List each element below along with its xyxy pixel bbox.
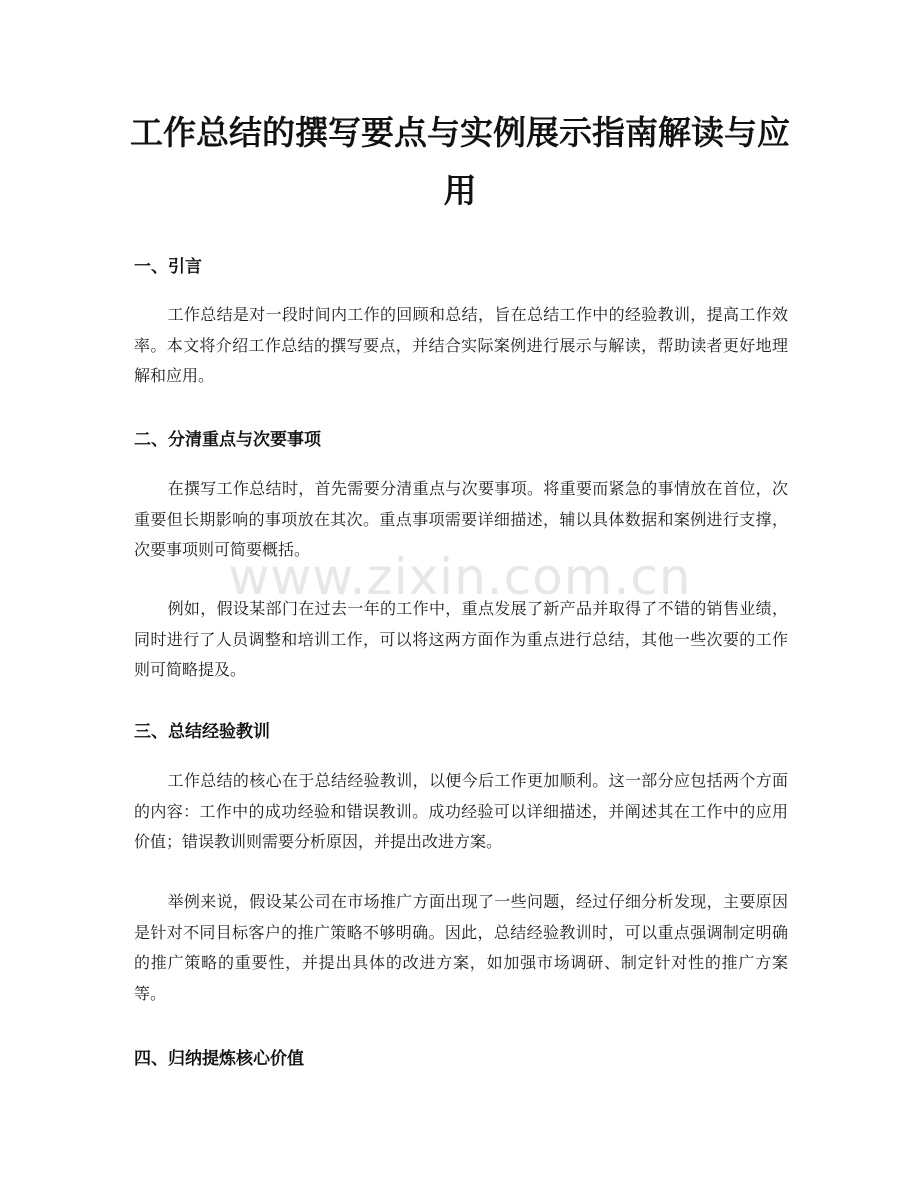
document-title: 工作总结的撰写要点与实例展示指南解读与应用 bbox=[130, 113, 790, 210]
paragraph-lessons-1: 工作总结的核心在于总结经验教训，以便今后工作更加顺利。这一部分应包括两个方面的内容：工作中的成功经验和错误教训。成功经验可以详细描述，并阐述其在工作中的应用价值；错误教训则需要分析原因，并提出改进方案。 bbox=[134, 771, 788, 851]
watermark: www.zixin.com.cn bbox=[228, 548, 692, 606]
paragraph-priorities-1: 在撰写工作总结时，首先需要分清重点与次要事项。将重要而紧急的事情放在首位，次重要但长期影响的事项放在其次。重点事项需要详细描述，辅以具体数据和案例进行支撑，次要事项则可简要概括。 bbox=[134, 479, 788, 559]
section-heading-intro: 一、引言 bbox=[134, 257, 202, 277]
section-heading-lessons: 三、总结经验教训 bbox=[134, 722, 270, 742]
section-heading-core-value: 四、归纳提炼核心价值 bbox=[134, 1049, 304, 1069]
paragraph-lessons-2: 举例来说，假设某公司在市场推广方面出现了一些问题，经过仔细分析发现，主要原因是针对不同目标客户的推广策略不够明确。因此，总结经验教训时，可以重点强调制定明确的推广策略的重要性，并提出具体的改进方案，如加强市场调研、制定针对性的推广方案等。 bbox=[134, 892, 788, 1003]
paragraph-intro: 工作总结是对一段时间内工作的回顾和总结，旨在总结工作中的经验教训，提高工作效率。本文将介绍工作总结的撰写要点，并结合实际案例进行展示与解读，帮助读者更好地理解和应用。 bbox=[134, 305, 788, 385]
paragraph-priorities-2: 例如，假设某部门在过去一年的工作中，重点发展了新产品并取得了不错的销售业绩，同时进行了人员调整和培训工作，可以将这两方面作为重点进行总结，其他一些次要的工作则可简略提及。 bbox=[134, 599, 788, 679]
section-heading-priorities: 二、分清重点与次要事项 bbox=[134, 430, 321, 450]
